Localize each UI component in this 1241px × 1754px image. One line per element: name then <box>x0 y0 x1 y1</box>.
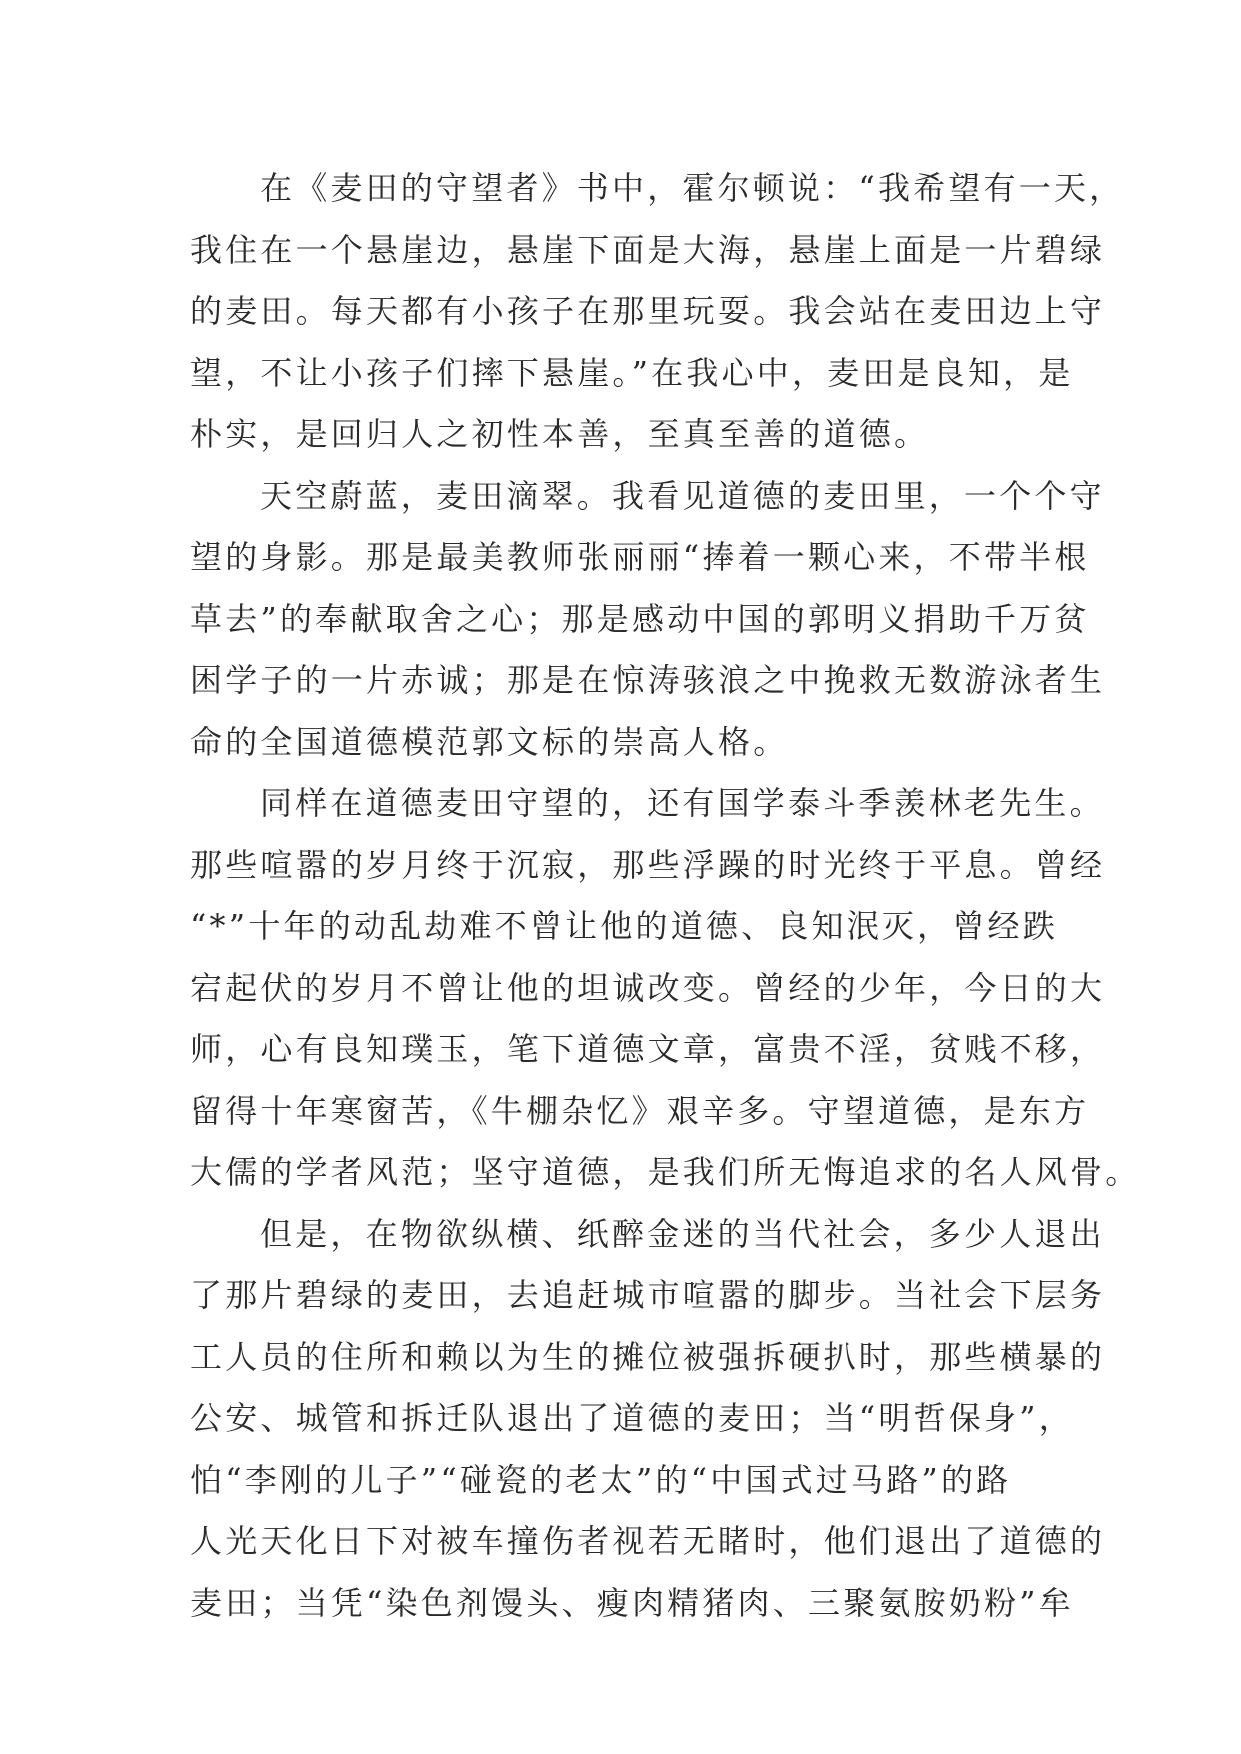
paragraph-2-line-5: 命的全国道德模范郭文标的崇高人格。 <box>190 722 789 761</box>
paragraph-3-line-6: 留得十年寒窗苦，《牛棚杂忆》艰辛多。守望道德，是东方 <box>190 1091 1090 1130</box>
paragraph-2-line-2: 望的身影。那是最美教师张丽丽“捧着一颗心来，不带半根 <box>190 538 1090 576</box>
paragraph-3-line-2: 那些喧嚣的岁月终于沉寂，那些浮躁的时光终于平息。曾经 <box>190 845 1106 884</box>
paragraph-2-line-3: 草去”的奉献取舍之心；那是感动中国的郭明义捐助千万贫 <box>190 599 1090 638</box>
paragraph-4-line-6: 人光天化日下对被车撞伤者视若无睹时，他们退出了道德的 <box>190 1522 1106 1560</box>
paragraph-4-line-1: 但是，在物欲纵横、纸醉金迷的当代社会，多少人退出 <box>260 1214 1105 1253</box>
paragraph-3-line-1: 同样在道德麦田守望的，还有国学泰斗季羡林老先生。 <box>260 784 1105 822</box>
paragraph-4-line-5: 怕“李刚的儿子”“碰瓷的老太”的“中国式过马路”的路 <box>190 1460 1012 1499</box>
paragraph-3-line-5: 师，心有良知璞玉，笔下道德文章，富贵不淫，贫贱不移， <box>190 1030 1106 1068</box>
paragraph-3-line-7: 大儒的学者风范；坚守道德，是我们所无悔追求的名人风骨。 <box>190 1153 1141 1191</box>
paragraph-1-line-3: 的麦田。每天都有小孩子在那里玩耍。我会站在麦田边上守 <box>190 292 1106 330</box>
paragraph-1-line-1: 在《麦田的守望者》书中，霍尔顿说：“我希望有一天， <box>260 169 1125 207</box>
paragraph-2-line-4: 困学子的一片赤诚；那是在惊涛骇浪之中挽救无数游泳者生 <box>190 661 1106 699</box>
essay-body <box>190 158 1141 1634</box>
paragraph-4-line-7: 麦田；当凭“染色剂馒头、瘦肉精猪肉、三聚氨胺奶粉”牟 <box>190 1583 1074 1622</box>
paragraph-3-line-4: 宕起伏的岁月不曾让他的坦诚改变。曾经的少年，今日的大 <box>190 968 1106 1007</box>
paragraph-1-line-2: 我住在一个悬崖边，悬崖下面是大海，悬崖上面是一片碧绿 <box>190 230 1106 269</box>
paragraph-2-line-1: 天空蔚蓝，麦田滴翠。我看见道德的麦田里，一个个守 <box>260 476 1105 515</box>
paragraph-4-line-3: 工人员的住所和赖以为生的摊位被强拆硬扒时，那些横暴的 <box>190 1337 1106 1376</box>
paragraph-1-line-4: 望，不让小孩子们摔下悬崖。”在我心中，麦田是良知，是 <box>190 353 1074 392</box>
paragraph-4-line-4: 公安、城管和拆迁队退出了道德的麦田；当“明哲保身”， <box>190 1399 1074 1437</box>
paragraph-1-line-5: 朴实，是回归人之初性本善，至真至善的道德。 <box>190 415 930 453</box>
paragraph-4-line-2: 了那片碧绿的麦田，去追赶城市喧嚣的脚步。当社会下层务 <box>190 1276 1106 1314</box>
paragraph-3-line-3: “*”十年的动乱劫难不曾让他的道德、良知泯灭，曾经跌 <box>190 907 1058 945</box>
